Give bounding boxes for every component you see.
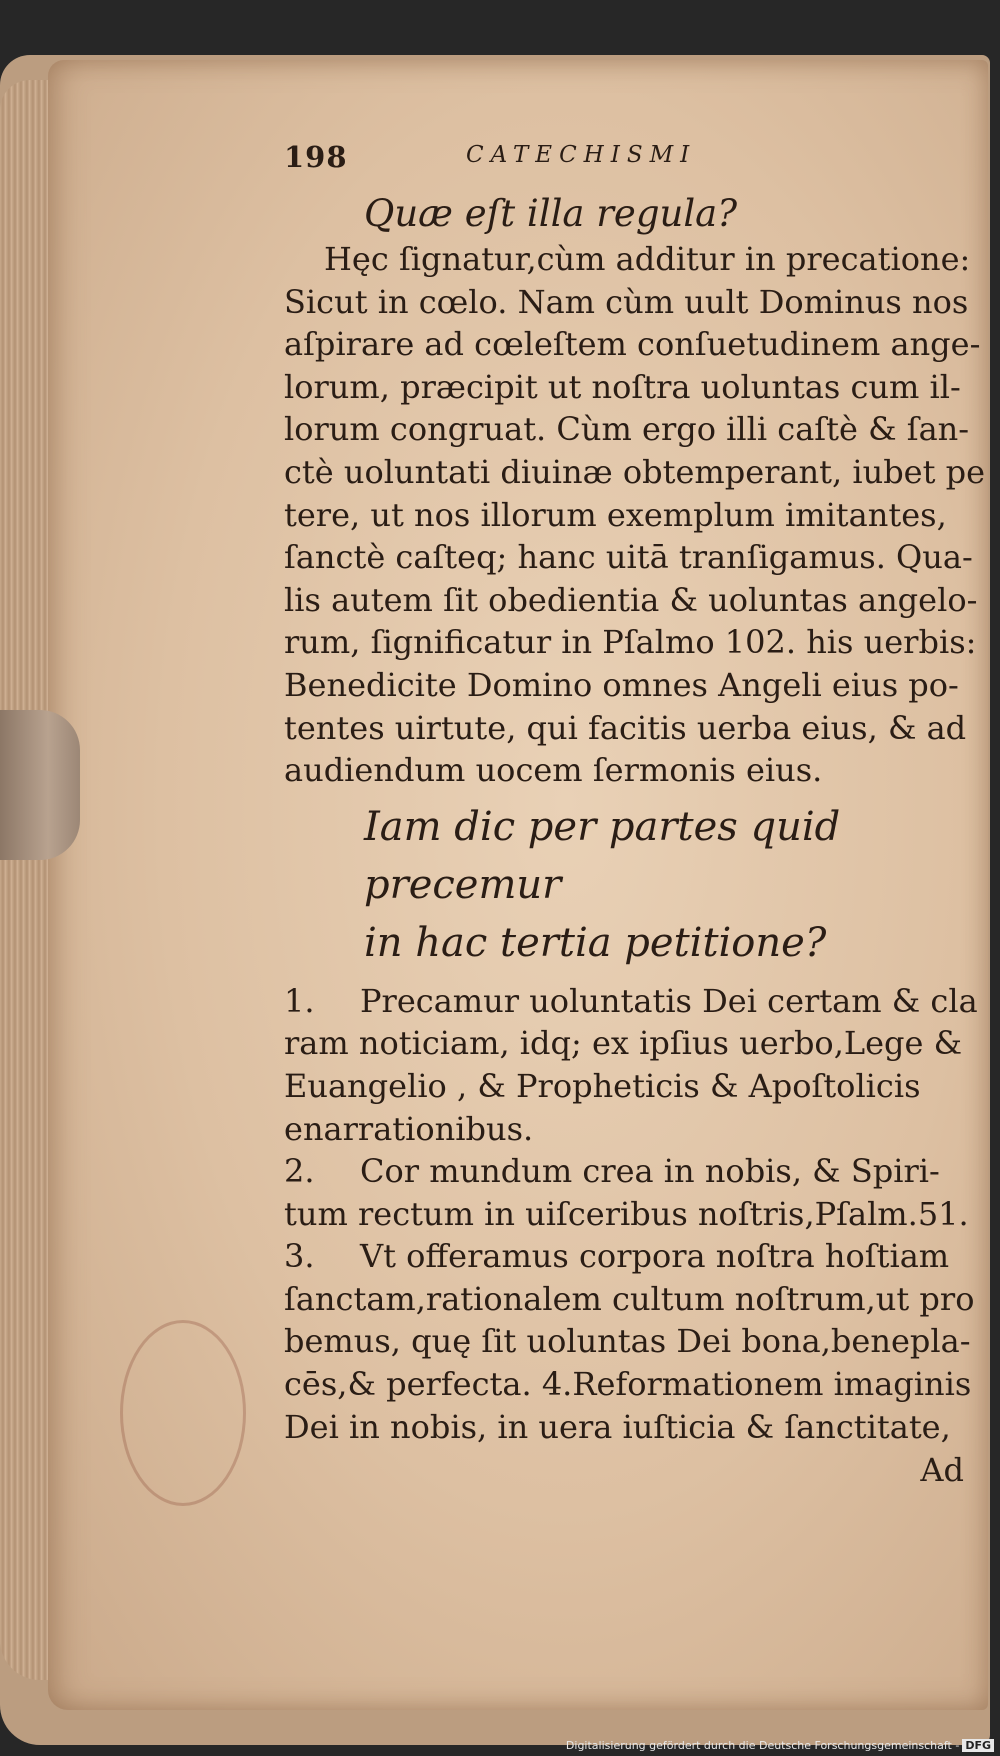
text-line: Euangelio , & Propheticis & Apoſtolicis <box>284 1066 921 1105</box>
text-line: rum, ſignificatur in Pſalmo 102. his uerbis: <box>284 623 977 662</box>
text-line: aſpirare ad cœleſtem conſuetudinem ange- <box>284 325 981 364</box>
numbered-item-3 <box>284 1235 975 1448</box>
text-line <box>284 1150 964 1193</box>
item-text: Vt offeramus corpora noſtra hoſtiam <box>360 1237 950 1276</box>
item-number: 1. <box>284 981 315 1020</box>
text-line: lorum congruat. Cùm ergo illi caſtè & ſan- <box>284 410 970 449</box>
item-text: Precamur uoluntatis Dei certam & cla <box>360 981 978 1020</box>
numbered-item-2 <box>284 1150 969 1235</box>
text-line: bemus, quę ſit uoluntas Dei bona,benepla- <box>284 1322 971 1361</box>
page-text <box>284 140 986 1492</box>
item-number: 3. <box>284 1237 315 1276</box>
running-head: CATECHISMI <box>466 142 697 168</box>
text-line: lorum, præcipit ut noſtra uoluntas cum il- <box>284 367 961 406</box>
answer-paragraph-1 <box>284 238 986 792</box>
item-number: 2. <box>284 1152 315 1191</box>
text-line <box>284 1235 964 1278</box>
numbered-item-1 <box>284 980 978 1150</box>
text-line: Dei in nobis, in uera iuſticia & ſanctitate, <box>284 1407 951 1446</box>
text-line: lis autem ſit obedientia & uoluntas angelo- <box>284 580 978 619</box>
folio-number: 198 <box>284 140 348 174</box>
item-text: Cor mundum crea in nobis, & Spiri- <box>360 1152 940 1191</box>
text-line <box>284 980 978 1023</box>
question-line: Iam dic per partes quid precemur <box>364 803 841 908</box>
text-line: tere, ut nos illorum exemplum imitantes, <box>284 495 947 534</box>
text-line: audiendum uocem ſermonis eius. <box>284 751 823 790</box>
text-line: enarrationibus. <box>284 1109 534 1148</box>
dfg-logo: DFG <box>962 1739 994 1752</box>
text-line: ſanctè caſteq; hanc uitā tranſigamus. Qua- <box>284 538 973 577</box>
question-heading-1: Quæ eſt illa regula? <box>364 192 738 235</box>
ink-stain <box>120 1320 246 1506</box>
digitization-credit <box>566 1739 994 1752</box>
credit-text: Digitalisierung gefördert durch die Deutsche Forschungsgemeinschaft - <box>565 1739 960 1752</box>
question-heading-2 <box>284 798 964 972</box>
text-line: tum rectum in uiſceribus noſtris,Pſalm.51. <box>284 1194 969 1233</box>
question-line: in hac tertia petitione? <box>364 919 827 966</box>
page-clip <box>0 710 80 860</box>
text-line: cēs,& perfecta. 4.Reformationem imaginis <box>284 1365 972 1404</box>
text-line: ctè uoluntati diuinæ obtemperant, iubet pe <box>284 452 986 491</box>
text-line: ram noticiam, idq; ex ipſius uerbo,Lege & <box>284 1024 963 1063</box>
text-line: tentes uirtute, qui facitis uerba eius, & ad <box>284 708 967 747</box>
text-line: Sicut in cœlo. Nam cùm uult Dominus nos <box>284 282 969 321</box>
text-line: Benedicite Domino omnes Angeli eius po- <box>284 665 959 704</box>
text-line: Hęc ſignatur,cùm additur in precatione: <box>324 240 971 278</box>
catchword: Ad <box>920 1451 964 1490</box>
text-line: ſanctam,rationalem cultum noſtrum,ut pro <box>284 1279 975 1318</box>
page-header <box>284 140 964 190</box>
